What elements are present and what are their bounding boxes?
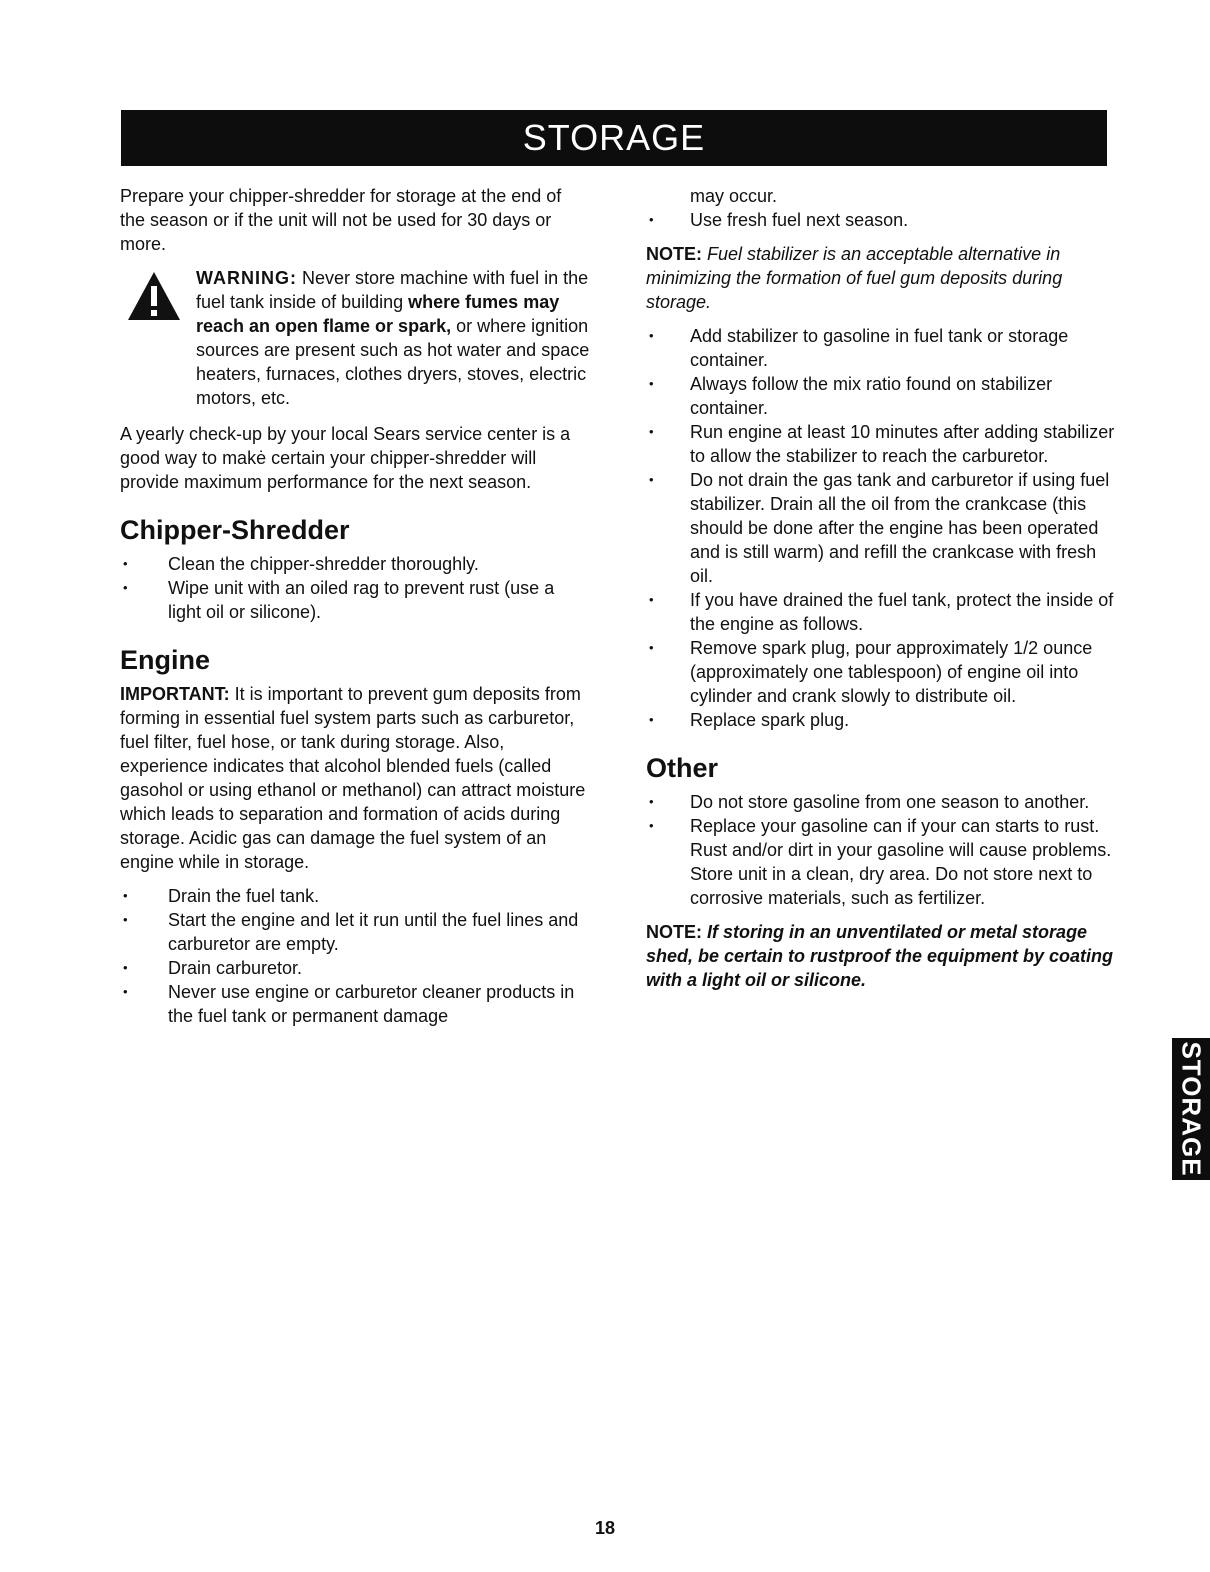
list-item: • If you have drained the fuel tank, protect the inside of the engine as follows. xyxy=(646,588,1116,636)
other-heading: Other xyxy=(646,753,719,783)
chipper-shredder-heading: Chipper-Shredder xyxy=(120,515,350,545)
list-item: • Replace your gasoline can if your can starts to rust. Rust and/or dirt in your gasoline will cause problems. Store unit in a clean, dry area. Do not store next to corrosive materials, such as fertilizer. xyxy=(646,814,1116,910)
important-text: It is important to prevent gum deposits from forming in essential fuel system parts such as carburetor, fuel filter, fuel hose, or tank during storage. Also, experience indicates that alcohol blended fuels (called gasohol or using ethanol or methanol) can attract moisture which leads to separation and formation of acids during storage. Acidic gas can damage the fuel system of an engine while in storage. xyxy=(120,684,586,872)
engine-heading: Engine xyxy=(120,645,211,675)
chipper-shredder-list xyxy=(120,552,590,624)
note-text: If storing in an unventilated or metal storage shed, be certain to rustproof the equipment by coating with a light oil or silicone. xyxy=(646,922,1114,990)
list-item: • Add stabilizer to gasoline in fuel tank or storage container. xyxy=(646,324,1116,372)
engine-list xyxy=(120,884,590,1028)
list-item: • Use fresh fuel next season. xyxy=(646,208,1116,232)
section-side-tab xyxy=(1172,1038,1210,1180)
list-item: • Start the engine and let it run until the fuel lines and carburetor are empty. xyxy=(120,908,590,956)
note-label: NOTE: xyxy=(646,922,702,942)
intro-paragraph: Prepare your chipper-shredder for storage at the end of the season or if the unit will not be used for 30 days or more. xyxy=(120,186,562,254)
important-label: IMPORTANT: xyxy=(120,684,230,704)
list-item: • Always follow the mix ratio found on stabilizer container. xyxy=(646,372,1116,420)
page-number: 18 xyxy=(594,1518,616,1538)
list-item: • Remove spark plug, pour approximately 1/2 ounce (approximately one tablespoon) of engine oil into cylinder and crank slowly to distribute oil. xyxy=(646,636,1116,708)
other-list xyxy=(646,790,1116,910)
note-label: NOTE: xyxy=(646,244,702,264)
warning-text-2: or where ignition sources are present such as hot water and space heaters, furnaces, clothes dryers, stoves, electric motors, etc. xyxy=(196,316,590,408)
warning-icon xyxy=(126,270,182,322)
list-item: • Never use engine or carburetor cleaner products in the fuel tank or permanent damage xyxy=(120,980,590,1028)
note-rustproof xyxy=(646,920,1116,992)
important-paragraph xyxy=(120,682,590,874)
side-tab-label: STORAGE xyxy=(1176,1041,1207,1177)
list-item: • Run engine at least 10 minutes after adding stabilizer to allow the stabilizer to reach the carburetor. xyxy=(646,420,1116,468)
note-stabilizer xyxy=(646,242,1116,314)
warning-block xyxy=(120,266,590,410)
warning-label: WARNING: xyxy=(196,268,297,288)
list-item: • Drain carburetor. xyxy=(120,956,590,980)
right-column xyxy=(646,184,1116,1002)
note-text: Fuel stabilizer is an acceptable alternative in minimizing the formation of fuel gum deposits during storage. xyxy=(646,244,1063,312)
warning-bold-text: where fumes may reach an open flame or spark, xyxy=(196,292,560,336)
fuel-list xyxy=(646,208,1116,232)
checkup-paragraph: A yearly check-up by your local Sears service center is a good way to makė certain your chipper-shredder will provide maximum performance for the next season. xyxy=(120,424,571,492)
warning-text-1: Never store machine with fuel in the fuel tank inside of building xyxy=(196,268,589,312)
page-title-banner xyxy=(121,110,1107,166)
list-item: • Do not store gasoline from one season to another. xyxy=(646,790,1116,814)
list-item: • Drain the fuel tank. xyxy=(120,884,590,908)
page-title: STORAGE xyxy=(522,117,706,158)
list-item: • Clean the chipper-shredder thoroughly. xyxy=(120,552,590,576)
left-column xyxy=(120,184,590,1038)
list-item: • Wipe unit with an oiled rag to prevent rust (use a light oil or silicone). xyxy=(120,576,590,624)
stabilizer-list xyxy=(646,324,1116,732)
list-item: • Do not drain the gas tank and carburetor if using fuel stabilizer. Drain all the oil from the crankcase (this should be done after the engine has been operated and is still warm) and refill the crankcase with fresh oil. xyxy=(646,468,1116,588)
continued-text: may occur. xyxy=(690,186,778,206)
list-item: • Replace spark plug. xyxy=(646,708,1116,732)
